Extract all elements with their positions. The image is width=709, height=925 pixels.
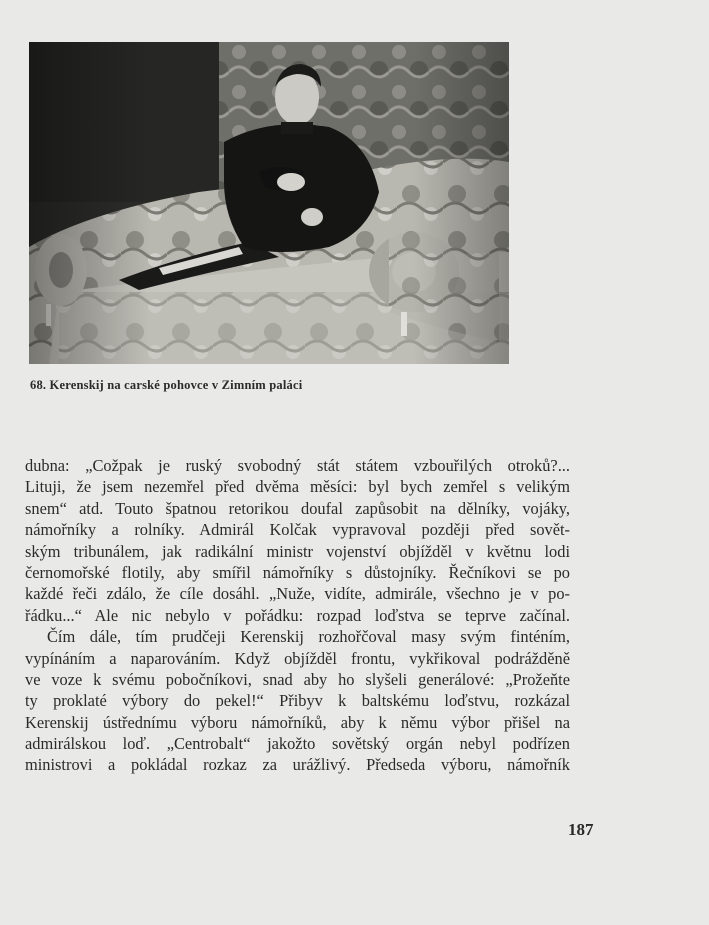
text-line: ty proklaté výbory do pekel!“ Přibyv k baltskému loďstvu, rozkázal (25, 691, 570, 711)
text-line: dubna: „Cožpak je ruský svobodný stát státem vzbouřilých otroků?... (25, 456, 570, 475)
text-line: ve voze k svému pobočníkovi, snad aby ho slyšeli generálové: „Prožeňte (25, 669, 570, 689)
photo-kerensky-on-sofa (29, 42, 509, 364)
text-line: Čím dále, tím prudčeji Kerenskij rozhořčoval masy svým finténím, (47, 627, 570, 647)
text-line: vypínáním a naparováním. Když objížděl frontu, vykřikoval podrážděně (25, 648, 570, 668)
text-line: námořníky a rolníky. Admirál Kolčak vypravoval později před sovět- (25, 520, 570, 540)
text-line: Kerenskij ústřednímu výboru námořníků, aby k němu výbor přišel na (25, 712, 570, 732)
text-line: každé řeči zdálo, že cíle dosáhl. „Nuže, vidíte, admirále, všechno je v po- (25, 584, 570, 604)
text-line: snem“ atd. Touto špatnou retorikou doufal zapůsobit na dělníky, vojáky, (25, 498, 570, 518)
text-line: černomořské flotily, aby smířil námořníky s důstojníky. Řečníkovi se po (25, 562, 570, 582)
text-line: ským tribunálem, jak radikální ministr vojenství objížděl v květnu lodi (25, 541, 570, 561)
photo-caption: 68. Kerenskij na carské pohovce v Zimním paláci (30, 378, 303, 392)
text-line: admirálskou loď. „Centrobalt“ jakožto sovětský orgán nebyl podřízen (25, 734, 570, 754)
text-line: Lituji, že jsem nezemřel před dvěma měsíci: byl bych zemřel s velikým (25, 477, 570, 497)
photo-illustration (29, 42, 509, 364)
body-text (25, 455, 570, 776)
page-number: 187 (568, 820, 594, 839)
text-line: ministrovi a pokládal rozkaz za urážlivý. Předseda výboru, námořník (25, 755, 570, 775)
text-line: řádku...“ Ale nic nebylo v pořádku: rozpad loďstva se teprve začínal. (25, 605, 570, 625)
